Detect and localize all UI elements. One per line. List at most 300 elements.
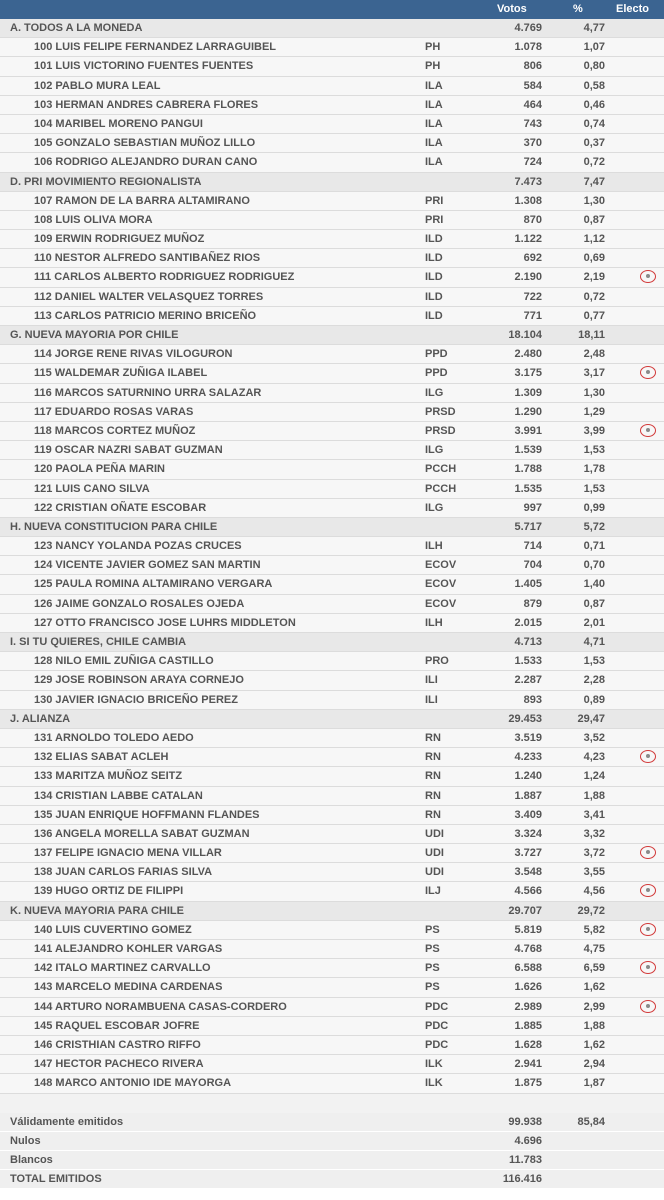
candidate-row <box>0 844 664 863</box>
total-row <box>0 1132 664 1151</box>
vote-count: 1.308 <box>514 194 542 207</box>
candidate-name: 137 FELIPE IGNACIO MENA VILLAR <box>34 847 222 860</box>
list-name: H. NUEVA CONSTITUCION PARA CHILE <box>10 520 218 533</box>
vote-count: 771 <box>523 309 542 322</box>
vote-count: 584 <box>523 79 542 92</box>
candidate-name: 125 PAULA ROMINA ALTAMIRANO VERGARA <box>34 578 273 591</box>
list-name: J. ALIANZA <box>10 712 71 725</box>
elected-mark-icon <box>640 270 656 283</box>
vote-percent: 0,99 <box>583 501 605 514</box>
party-code: PS <box>425 923 440 936</box>
vote-count: 3.991 <box>514 424 542 437</box>
candidate-row <box>0 825 664 844</box>
candidate-name: 145 RAQUEL ESCOBAR JOFRE <box>34 1019 200 1032</box>
candidate-row <box>0 1074 664 1093</box>
vote-percent: 0,71 <box>583 540 605 553</box>
vote-percent: 0,87 <box>583 213 605 226</box>
vote-count: 2.989 <box>514 1000 542 1013</box>
candidate-name: 136 ANGELA MORELLA SABAT GUZMAN <box>34 827 250 840</box>
vote-percent: 2,01 <box>583 616 605 629</box>
list-name: G. NUEVA MAYORIA POR CHILE <box>10 329 179 341</box>
vote-percent: 1,07 <box>583 41 605 54</box>
party-code: ILD <box>425 252 443 265</box>
candidate-name: 104 MARIBEL MORENO PANGUI <box>34 117 203 130</box>
party-code: PRI <box>425 213 444 226</box>
vote-percent: 3,52 <box>583 731 605 744</box>
list-row <box>0 326 664 345</box>
vote-percent: 1,78 <box>583 463 605 476</box>
results-table <box>0 19 664 1189</box>
candidate-row <box>0 1017 664 1036</box>
party-code: ILK <box>425 1077 443 1090</box>
vote-count: 1.290 <box>514 405 542 418</box>
candidate-row <box>0 882 664 901</box>
candidate-row <box>0 978 664 997</box>
candidate-row <box>0 460 664 479</box>
party-code: PCCH <box>425 463 457 476</box>
candidate-name: 122 CRISTIAN OÑATE ESCOBAR <box>34 501 207 514</box>
vote-percent: 0,77 <box>583 309 605 322</box>
vote-percent: 3,55 <box>583 866 605 879</box>
list-row <box>0 633 664 652</box>
candidate-name: 126 JAIME GONZALO ROSALES OJEDA <box>34 597 245 610</box>
candidate-row <box>0 115 664 134</box>
vote-count: 1.788 <box>514 463 542 476</box>
vote-count: 1.078 <box>514 41 542 54</box>
vote-percent: 5,72 <box>583 520 605 533</box>
vote-count: 879 <box>523 597 542 610</box>
party-code: PCCH <box>425 482 457 495</box>
vote-count: 4.768 <box>514 943 542 955</box>
vote-count: 724 <box>523 156 542 169</box>
vote-count: 11.783 <box>508 1154 542 1167</box>
candidate-name: 129 JOSE ROBINSON ARAYA CORNEJO <box>34 674 244 687</box>
candidate-row <box>0 249 664 268</box>
candidate-row <box>0 921 664 940</box>
vote-percent: 29,47 <box>577 712 605 725</box>
candidate-name: 115 WALDEMAR ZUÑIGA ILABEL <box>34 367 208 380</box>
vote-percent: 3,32 <box>583 827 605 840</box>
candidate-row <box>0 499 664 518</box>
elected-mark-icon <box>640 366 656 379</box>
total-label: Blancos <box>10 1154 53 1167</box>
party-code: ILG <box>425 444 444 457</box>
vote-percent: 0,74 <box>583 117 605 130</box>
vote-percent: 85,84 <box>577 1115 605 1128</box>
vote-count: 5.819 <box>514 923 542 936</box>
candidate-name: 109 ERWIN RODRIGUEZ MUÑOZ <box>34 233 205 246</box>
candidate-row <box>0 96 664 115</box>
vote-count: 116.416 <box>502 1173 542 1186</box>
vote-percent: 2,94 <box>583 1058 605 1071</box>
vote-count: 893 <box>523 693 542 706</box>
candidate-name: 114 JORGE RENE RIVAS VILOGURON <box>34 348 233 361</box>
vote-count: 1.309 <box>514 386 542 399</box>
vote-percent: 0,72 <box>583 156 605 169</box>
candidate-row <box>0 364 664 383</box>
candidate-row <box>0 863 664 882</box>
vote-percent: 5,82 <box>583 923 605 936</box>
party-code: PRSD <box>425 424 456 437</box>
candidate-row <box>0 403 664 422</box>
candidate-row <box>0 288 664 307</box>
vote-count: 29.453 <box>508 712 542 725</box>
candidate-row <box>0 595 664 614</box>
elected-mark-icon <box>640 750 656 763</box>
vote-count: 2.287 <box>514 674 542 687</box>
candidate-row <box>0 671 664 690</box>
elected-mark-icon <box>640 424 656 437</box>
vote-percent: 1,12 <box>583 233 605 246</box>
vote-count: 704 <box>523 559 542 572</box>
vote-count: 743 <box>523 117 542 130</box>
vote-percent: 3,17 <box>583 367 605 380</box>
party-code: RN <box>425 731 441 744</box>
party-code: RN <box>425 789 441 802</box>
vote-percent: 0,37 <box>583 137 605 150</box>
vote-percent: 4,75 <box>583 943 605 955</box>
total-row <box>0 1170 664 1189</box>
vote-percent: 6,59 <box>583 962 605 975</box>
party-code: ECOV <box>425 597 457 610</box>
party-code: ILG <box>425 501 444 514</box>
candidate-row <box>0 767 664 786</box>
party-code: ILG <box>425 386 444 399</box>
vote-count: 3.324 <box>514 827 542 840</box>
candidate-row <box>0 307 664 326</box>
candidate-row <box>0 729 664 748</box>
vote-percent: 2,28 <box>583 674 605 687</box>
elected-mark-icon <box>640 1000 656 1013</box>
candidate-row <box>0 441 664 460</box>
candidate-row <box>0 38 664 57</box>
candidate-row <box>0 940 664 959</box>
vote-count: 692 <box>523 252 542 265</box>
party-code: ILH <box>425 616 443 629</box>
percent-column-header: % <box>573 3 583 15</box>
vote-percent: 4,77 <box>583 22 605 34</box>
vote-count: 1.535 <box>514 482 542 495</box>
candidate-row <box>0 1055 664 1074</box>
party-code: UDI <box>425 827 444 840</box>
candidate-name: 123 NANCY YOLANDA POZAS CRUCES <box>34 540 242 553</box>
vote-count: 870 <box>523 213 542 226</box>
vote-count: 5.717 <box>514 520 542 533</box>
total-label: TOTAL EMITIDOS <box>10 1173 102 1186</box>
vote-percent: 1,40 <box>583 578 605 591</box>
vote-count: 7.473 <box>514 175 542 188</box>
candidate-name: 124 VICENTE JAVIER GOMEZ SAN MARTIN <box>34 559 261 572</box>
candidate-name: 117 EDUARDO ROSAS VARAS <box>34 405 194 418</box>
candidate-name: 142 ITALO MARTINEZ CARVALLO <box>34 962 211 975</box>
candidate-row <box>0 345 664 364</box>
vote-count: 2.941 <box>514 1058 542 1071</box>
vote-percent: 2,99 <box>583 1000 605 1013</box>
list-name: D. PRI MOVIMIENTO REGIONALISTA <box>10 175 202 188</box>
party-code: PS <box>425 981 440 994</box>
vote-count: 99.938 <box>508 1115 542 1128</box>
vote-percent: 1,30 <box>583 386 605 399</box>
candidate-row <box>0 57 664 76</box>
candidate-row <box>0 556 664 575</box>
candidate-row <box>0 959 664 978</box>
vote-count: 4.566 <box>514 885 542 898</box>
votes-column-header: Votos <box>497 3 527 15</box>
vote-count: 3.175 <box>514 367 542 380</box>
candidate-name: 119 OSCAR NAZRI SABAT GUZMAN <box>34 444 223 457</box>
vote-percent: 3,99 <box>583 424 605 437</box>
total-label: Válidamente emitidos <box>10 1115 124 1128</box>
candidate-row <box>0 806 664 825</box>
vote-count: 1.887 <box>514 789 542 802</box>
vote-count: 1.885 <box>514 1019 542 1032</box>
vote-count: 714 <box>523 540 542 553</box>
vote-count: 806 <box>523 60 542 73</box>
party-code: ILD <box>425 233 443 246</box>
candidate-row <box>0 652 664 671</box>
vote-count: 18.104 <box>508 329 542 341</box>
vote-count: 1.875 <box>514 1077 542 1090</box>
elected-mark-icon <box>640 846 656 859</box>
vote-count: 4.233 <box>514 751 542 764</box>
vote-percent: 1,24 <box>583 770 605 783</box>
candidate-name: 130 JAVIER IGNACIO BRICEÑO PEREZ <box>34 693 238 706</box>
party-code: PDC <box>425 1000 449 1013</box>
vote-count: 464 <box>523 98 542 111</box>
vote-percent: 1,62 <box>583 1038 605 1051</box>
party-code: ILA <box>425 137 443 150</box>
elected-mark-icon <box>640 961 656 974</box>
elected-column-header: Electo <box>616 3 650 15</box>
candidate-row <box>0 134 664 153</box>
party-code: RN <box>425 770 441 783</box>
vote-percent: 0,87 <box>583 597 605 610</box>
elected-mark-icon <box>640 923 656 936</box>
party-code: ILJ <box>425 885 441 898</box>
vote-count: 997 <box>523 501 542 514</box>
party-code: ILD <box>425 290 443 303</box>
candidate-row <box>0 614 664 633</box>
vote-count: 2.480 <box>514 348 542 361</box>
candidate-row <box>0 691 664 710</box>
candidate-name: 140 LUIS CUVERTINO GOMEZ <box>34 923 192 936</box>
vote-percent: 2,19 <box>583 271 605 284</box>
vote-count: 1.539 <box>514 444 542 457</box>
candidate-name: 148 MARCO ANTONIO IDE MAYORGA <box>34 1077 232 1090</box>
elected-mark-icon <box>640 884 656 897</box>
vote-percent: 0,72 <box>583 290 605 303</box>
list-row <box>0 518 664 537</box>
party-code: PPD <box>425 367 448 380</box>
candidate-row <box>0 230 664 249</box>
vote-count: 3.548 <box>514 866 542 879</box>
vote-percent: 18,11 <box>578 329 605 341</box>
candidate-row <box>0 77 664 96</box>
candidate-name: 143 MARCELO MEDINA CARDENAS <box>34 981 223 994</box>
candidate-name: 139 HUGO ORTIZ DE FILIPPI <box>34 885 184 898</box>
candidate-name: 118 MARCOS CORTEZ MUÑOZ <box>34 424 196 437</box>
candidate-row <box>0 384 664 403</box>
list-row <box>0 19 664 38</box>
vote-percent: 0,80 <box>583 60 605 73</box>
candidate-name: 106 RODRIGO ALEJANDRO DURAN CANO <box>34 156 258 169</box>
vote-percent: 1,53 <box>583 482 605 495</box>
party-code: RN <box>425 808 441 821</box>
candidate-name: 138 JUAN CARLOS FARIAS SILVA <box>34 866 213 879</box>
list-row <box>0 902 664 921</box>
candidate-row <box>0 268 664 287</box>
party-code: UDI <box>425 866 444 879</box>
vote-count: 1.122 <box>514 233 542 246</box>
party-code: ILA <box>425 98 443 111</box>
candidate-name: 108 LUIS OLIVA MORA <box>34 213 153 226</box>
candidate-name: 128 NILO EMIL ZUÑIGA CASTILLO <box>34 655 214 668</box>
vote-count: 370 <box>523 137 542 150</box>
vote-count: 1.626 <box>514 981 542 994</box>
vote-count: 1.405 <box>514 578 542 591</box>
vote-count: 6.588 <box>514 962 542 975</box>
candidate-name: 113 CARLOS PATRICIO MERINO BRICEÑO <box>34 309 257 322</box>
vote-count: 3.519 <box>514 731 542 744</box>
candidate-name: 146 CRISTHIAN CASTRO RIFFO <box>34 1038 201 1051</box>
spacer-row <box>0 1094 664 1113</box>
candidate-name: 105 GONZALO SEBASTIAN MUÑOZ LILLO <box>34 137 256 150</box>
party-code: PDC <box>425 1038 449 1051</box>
candidate-row <box>0 153 664 172</box>
total-row <box>0 1113 664 1132</box>
vote-percent: 1,53 <box>583 444 605 457</box>
candidate-name: 133 MARITZA MUÑOZ SEITZ <box>34 770 183 783</box>
vote-count: 1.240 <box>514 770 542 783</box>
vote-count: 1.628 <box>514 1038 542 1051</box>
party-code: ILH <box>425 540 443 553</box>
party-code: ILD <box>425 309 443 322</box>
vote-count: 3.409 <box>514 808 542 821</box>
vote-count: 722 <box>523 290 542 303</box>
candidate-row <box>0 422 664 441</box>
list-name: K. NUEVA MAYORIA PARA CHILE <box>10 904 184 917</box>
vote-percent: 0,70 <box>583 559 605 572</box>
candidate-row <box>0 998 664 1017</box>
party-code: PS <box>425 962 440 975</box>
party-code: ECOV <box>425 578 457 591</box>
party-code: PH <box>425 41 441 54</box>
vote-percent: 1,53 <box>583 655 605 668</box>
candidate-name: 111 CARLOS ALBERTO RODRIGUEZ RODRIGUEZ <box>34 271 295 284</box>
party-code: ILK <box>425 1058 443 1071</box>
candidate-name: 120 PAOLA PEÑA MARIN <box>34 463 166 476</box>
list-row <box>0 710 664 729</box>
candidate-row <box>0 480 664 499</box>
vote-percent: 4,23 <box>583 751 605 764</box>
vote-count: 4.769 <box>514 22 542 34</box>
vote-count: 4.696 <box>514 1134 542 1147</box>
party-code: ILA <box>425 79 443 92</box>
candidate-row <box>0 575 664 594</box>
party-code: ILD <box>425 271 443 284</box>
vote-percent: 1,87 <box>583 1077 605 1090</box>
party-code: PRI <box>425 194 444 207</box>
vote-percent: 0,58 <box>583 79 605 92</box>
candidate-name: 147 HECTOR PACHECO RIVERA <box>34 1058 204 1071</box>
party-code: RN <box>425 751 441 764</box>
candidate-row <box>0 537 664 556</box>
candidate-name: 121 LUIS CANO SILVA <box>34 482 150 495</box>
party-code: UDI <box>425 847 444 860</box>
vote-percent: 1,62 <box>583 981 605 994</box>
vote-count: 1.533 <box>514 655 542 668</box>
candidate-row <box>0 211 664 230</box>
vote-count: 3.727 <box>514 847 542 860</box>
list-name: A. TODOS A LA MONEDA <box>10 22 143 34</box>
party-code: PH <box>425 60 441 73</box>
list-row <box>0 173 664 192</box>
vote-count: 2.190 <box>514 271 542 284</box>
candidate-name: 141 ALEJANDRO KOHLER VARGAS <box>34 943 223 955</box>
vote-count: 29.707 <box>508 904 542 917</box>
vote-percent: 4,56 <box>583 885 605 898</box>
party-code: ILI <box>425 674 438 687</box>
candidate-row <box>0 748 664 767</box>
party-code: ILI <box>425 693 438 706</box>
candidate-name: 131 ARNOLDO TOLEDO AEDO <box>34 731 194 744</box>
table-header <box>0 0 664 19</box>
candidate-name: 107 RAMON DE LA BARRA ALTAMIRANO <box>34 194 250 207</box>
party-code: ILA <box>425 156 443 169</box>
candidate-name: 116 MARCOS SATURNINO URRA SALAZAR <box>34 386 262 399</box>
vote-percent: 29,72 <box>577 904 605 917</box>
vote-percent: 1,88 <box>583 789 605 802</box>
total-row <box>0 1151 664 1170</box>
vote-percent: 7,47 <box>583 175 605 188</box>
candidate-row <box>0 192 664 211</box>
vote-percent: 3,72 <box>583 847 605 860</box>
party-code: ECOV <box>425 559 457 572</box>
party-code: PDC <box>425 1019 449 1032</box>
vote-percent: 0,89 <box>583 693 605 706</box>
candidate-name: 101 LUIS VICTORINO FUENTES FUENTES <box>34 60 254 73</box>
vote-percent: 2,48 <box>583 348 605 361</box>
candidate-name: 135 JUAN ENRIQUE HOFFMANN FLANDES <box>34 808 260 821</box>
list-name: I. SI TU QUIERES, CHILE CAMBIA <box>10 636 187 648</box>
vote-percent: 0,69 <box>583 252 605 265</box>
vote-percent: 1,30 <box>583 194 605 207</box>
party-code: PPD <box>425 348 448 361</box>
candidate-name: 110 NESTOR ALFREDO SANTIBAÑEZ RIOS <box>34 252 261 265</box>
vote-percent: 1,88 <box>583 1019 605 1032</box>
candidate-name: 127 OTTO FRANCISCO JOSE LUHRS MIDDLETON <box>34 616 296 629</box>
candidate-name: 144 ARTURO NORAMBUENA CASAS-CORDERO <box>34 1000 287 1013</box>
candidate-row <box>0 1036 664 1055</box>
party-code: ILA <box>425 117 443 130</box>
candidate-name: 132 ELIAS SABAT ACLEH <box>34 751 169 764</box>
vote-count: 4.713 <box>514 636 542 648</box>
party-code: PRO <box>425 655 449 668</box>
candidate-name: 100 LUIS FELIPE FERNANDEZ LARRAGUIBEL <box>34 41 277 54</box>
candidate-name: 112 DANIEL WALTER VELASQUEZ TORRES <box>34 290 264 303</box>
party-code: PS <box>425 943 440 955</box>
total-label: Nulos <box>10 1134 41 1147</box>
candidate-name: 103 HERMAN ANDRES CABRERA FLORES <box>34 98 259 111</box>
candidate-name: 102 PABLO MURA LEAL <box>34 79 161 92</box>
candidate-name: 134 CRISTIAN LABBE CATALAN <box>34 789 203 802</box>
vote-count: 2.015 <box>514 616 542 629</box>
candidate-row <box>0 787 664 806</box>
vote-percent: 0,46 <box>583 98 605 111</box>
party-code: PRSD <box>425 405 456 418</box>
vote-percent: 4,71 <box>583 636 605 648</box>
vote-percent: 1,29 <box>583 405 605 418</box>
